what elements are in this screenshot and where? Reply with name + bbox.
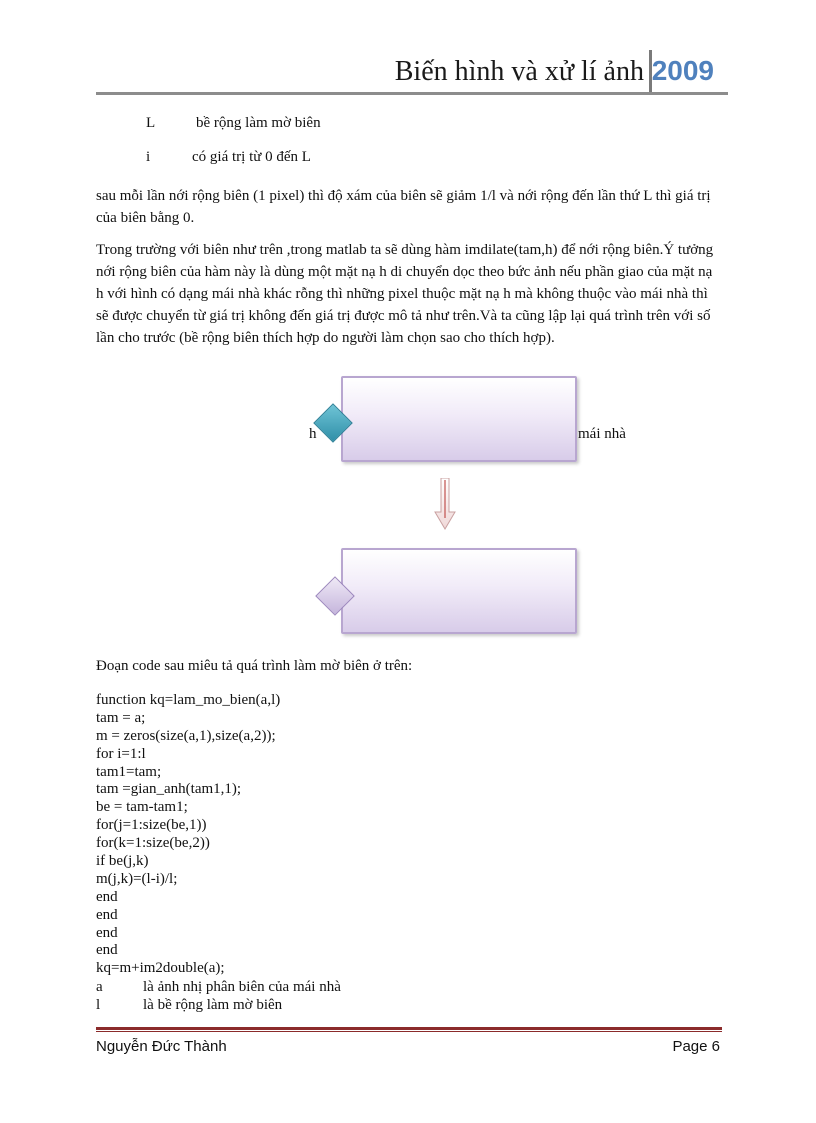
code-listing (96, 692, 280, 978)
mask-label: h (309, 426, 317, 442)
variable-symbol: a (96, 979, 103, 995)
footer-author: Nguyễn Đức Thành (96, 1038, 227, 1055)
roof-label: mái nhà (578, 426, 626, 442)
page-header (96, 48, 728, 94)
header-rule (96, 92, 728, 95)
down-arrow-icon (434, 478, 456, 530)
code-line: kq=m+im2double(a); (96, 960, 225, 977)
paragraph: sau mỗi lần nới rộng biên (1 pixel) thì độ xám của biên sẽ giảm 1/l và nới rộng đến lần thứ L thì giá trị của biên bằng 0. (96, 188, 711, 226)
code-line: for(k=1:size(be,2)) (96, 835, 210, 852)
page-number: Page 6 (672, 1038, 720, 1055)
definition-text: có giá trị từ 0 đến L (192, 149, 311, 165)
variable-symbol: l (96, 997, 101, 1013)
header-title: Biến hình và xử lí ảnh (394, 56, 644, 87)
roof-shape-after (341, 548, 577, 634)
paragraph: Trong trường với biên như trên ,trong matlab ta sẽ dùng hàm imdilate(tam,h) để nới rộng biên.Ý tưởng nới rộng biên của hàm này là dùng một mặt nạ h di chuyển dọc theo bức ảnh nếu phần giao của mặt nạ h với hình có dạng mái nhà khác rỗng thì những pixel thuộc mặt nạ h mà không thuộc vào mái nhà thì sẽ được chuyển từ giá trị không đến giá trị được mô tả như trên.Và ta cũng lập lại quá trình trên với số lần cho trước (bề rộng biên thích hợp do người làm chọn sao cho thích hợp). (96, 242, 714, 346)
code-line: m(j,k)=(l-i)/l; (96, 870, 178, 887)
definition-text: bề rộng làm mờ biên (196, 115, 321, 131)
code-line: end (96, 888, 118, 905)
code-line: for i=1:l (96, 745, 146, 762)
code-line: tam =gian_anh(tam1,1); (96, 781, 242, 798)
code-line: tam1=tam; (96, 763, 162, 780)
code-line: be = tam-tam1; (96, 799, 188, 816)
code-line: tam = a; (96, 709, 146, 726)
definition-symbol: i (146, 149, 151, 165)
code-line: end (96, 942, 118, 959)
definition-symbol: L (146, 115, 156, 131)
header-year: 2009 (651, 55, 714, 86)
code-line: end (96, 906, 118, 923)
code-intro: Đoạn code sau miêu tả quá trình làm mờ biên ở trên: (96, 658, 413, 674)
code-line: m = zeros(size(a,1),size(a,2)); (96, 727, 276, 744)
code-line: if be(j,k) (96, 853, 149, 870)
code-line: function kq=lam_mo_bien(a,l) (96, 692, 281, 708)
variable-text: là ảnh nhị phân biên của mái nhà (143, 979, 341, 995)
code-line: for(j=1:size(be,1)) (96, 817, 207, 834)
footer-rule (96, 1027, 722, 1030)
code-line: end (96, 924, 118, 941)
footer-rule-thin (96, 1031, 722, 1032)
variable-text: là bề rộng làm mờ biên (143, 997, 283, 1013)
roof-shape-before (341, 376, 577, 462)
